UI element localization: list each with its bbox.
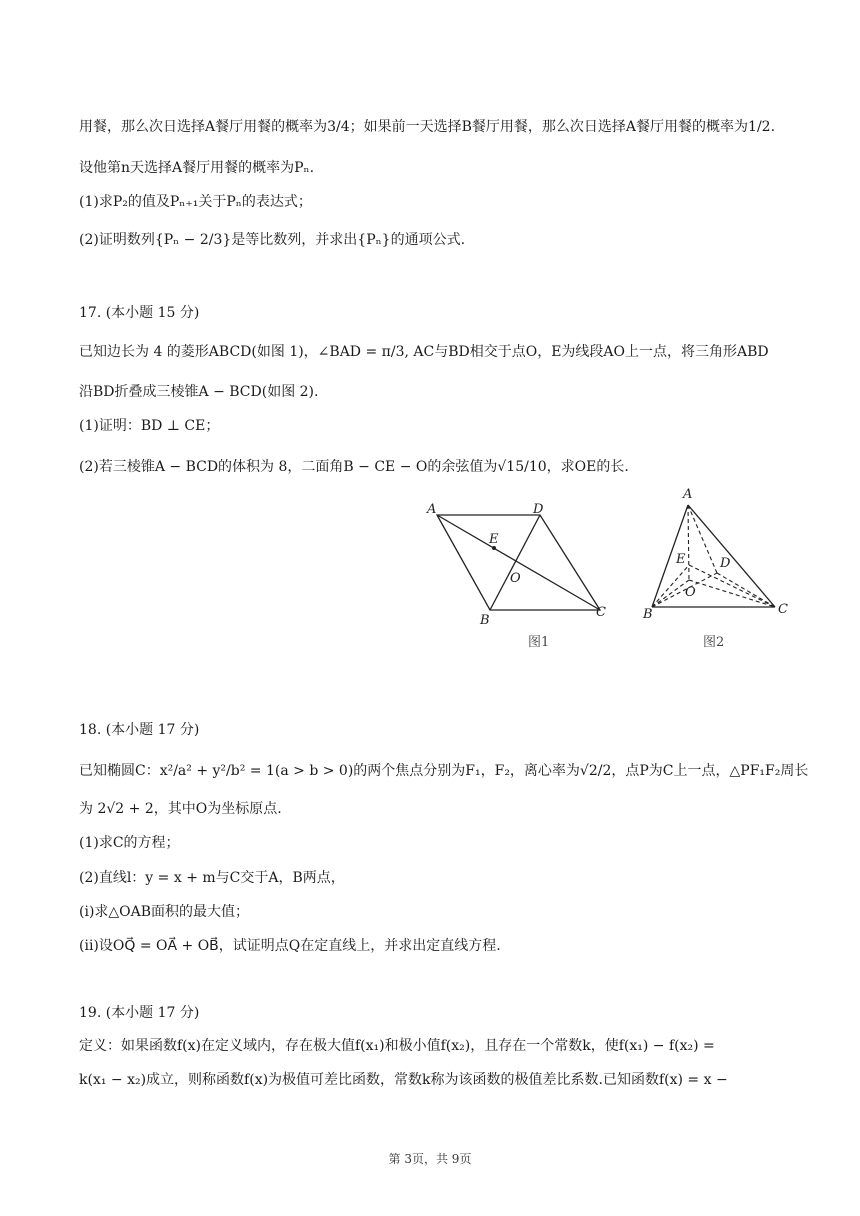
fig1-label-D: D [533,502,544,517]
problem18-question1: (1)求C的方程； [79,835,180,851]
problem18-stem-line1: 已知椭圆C：x²/a² + y²/b² = 1(a > b > 0)的两个焦点分别为F₁，F₂，离心率为√2/2，点P为C上一点，△PF₁F₂周长 [79,763,809,779]
problem18-question2-ii: (ii)设OQ⃗ = OA⃗ + OB⃗，试证明点Q在定直线上，并求出定直线方程. [79,938,501,954]
problem17-heading: 17. (本小题 15 分) [79,305,200,321]
fig2-label-D: D [720,556,731,571]
problem16-line2: 设他第n天选择A餐厅用餐的概率为Pₙ. [79,160,315,176]
fig1-label-B: B [480,613,490,628]
problem17-question1: (1)证明：BD ⊥ CE； [79,418,220,434]
fig2-caption: 图2 [703,635,725,650]
fig1-label-A: A [427,502,437,517]
problem18-stem-line2: 为 2√2 + 2，其中O为坐标原点. [79,801,282,817]
fig2-label-O: O [685,585,696,600]
figure-2-pyramid [640,485,800,655]
fig1-label-C: C [596,605,606,620]
problem19-stem-line2: k(x₁ − x₂)成立，则称函数f(x)为极值可差比函数，常数k称为该函数的极值差比系数.已知函数f(x) = x − [79,1072,728,1088]
problem16-question2: (2)证明数列{Pₙ − 2/3}是等比数列，并求出{Pₙ}的通项公式. [79,232,466,248]
problem19-heading: 19. (本小题 17 分) [79,1005,200,1021]
fig1-label-O: O [510,571,521,586]
problem16-line1: 用餐，那么次日选择A餐厅用餐的概率为3/4；如果前一天选择B餐厅用餐，那么次日选择A餐厅用餐的概率为1/2. [79,119,776,135]
fig2-label-A: A [683,487,693,502]
problem19-stem-line1: 定义：如果函数f(x)在定义域内，存在极大值f(x₁)和极小值f(x₂)，且存在一个常数k，使f(x₁) − f(x₂) = [79,1038,715,1054]
problem18-question2: (2)直线l：y = x + m与C交于A，B两点， [79,870,345,886]
problem17-stem-line1: 已知边长为 4 的菱形ABCD(如图 1)，∠BAD = π/3, AC与BD相交于点O，E为线段AO上一点，将三角形ABD [79,344,769,360]
problem17-question2: (2)若三棱锥A − BCD的体积为 8，二面角B − CE − O的余弦值为√15/10，求OE的长. [79,459,629,475]
fig2-label-E: E [676,552,686,567]
fig2-label-B: B [643,607,653,622]
problem18-question2-i: (i)求△OAB面积的最大值； [79,904,250,920]
fig2-label-C: C [778,602,788,617]
page-footer: 第 3页，共 9页 [388,1152,472,1166]
fig1-caption: 图1 [528,635,550,650]
problem18-heading: 18. (本小题 17 分) [79,722,200,738]
figure-1-rhombus [420,495,620,655]
problem16-question1: (1)求P₂的值及Pₙ₊₁关于Pₙ的表达式； [79,194,312,210]
fig1-label-E: E [489,532,499,547]
problem17-stem-line2: 沿BD折叠成三棱锥A − BCD(如图 2). [79,384,319,400]
